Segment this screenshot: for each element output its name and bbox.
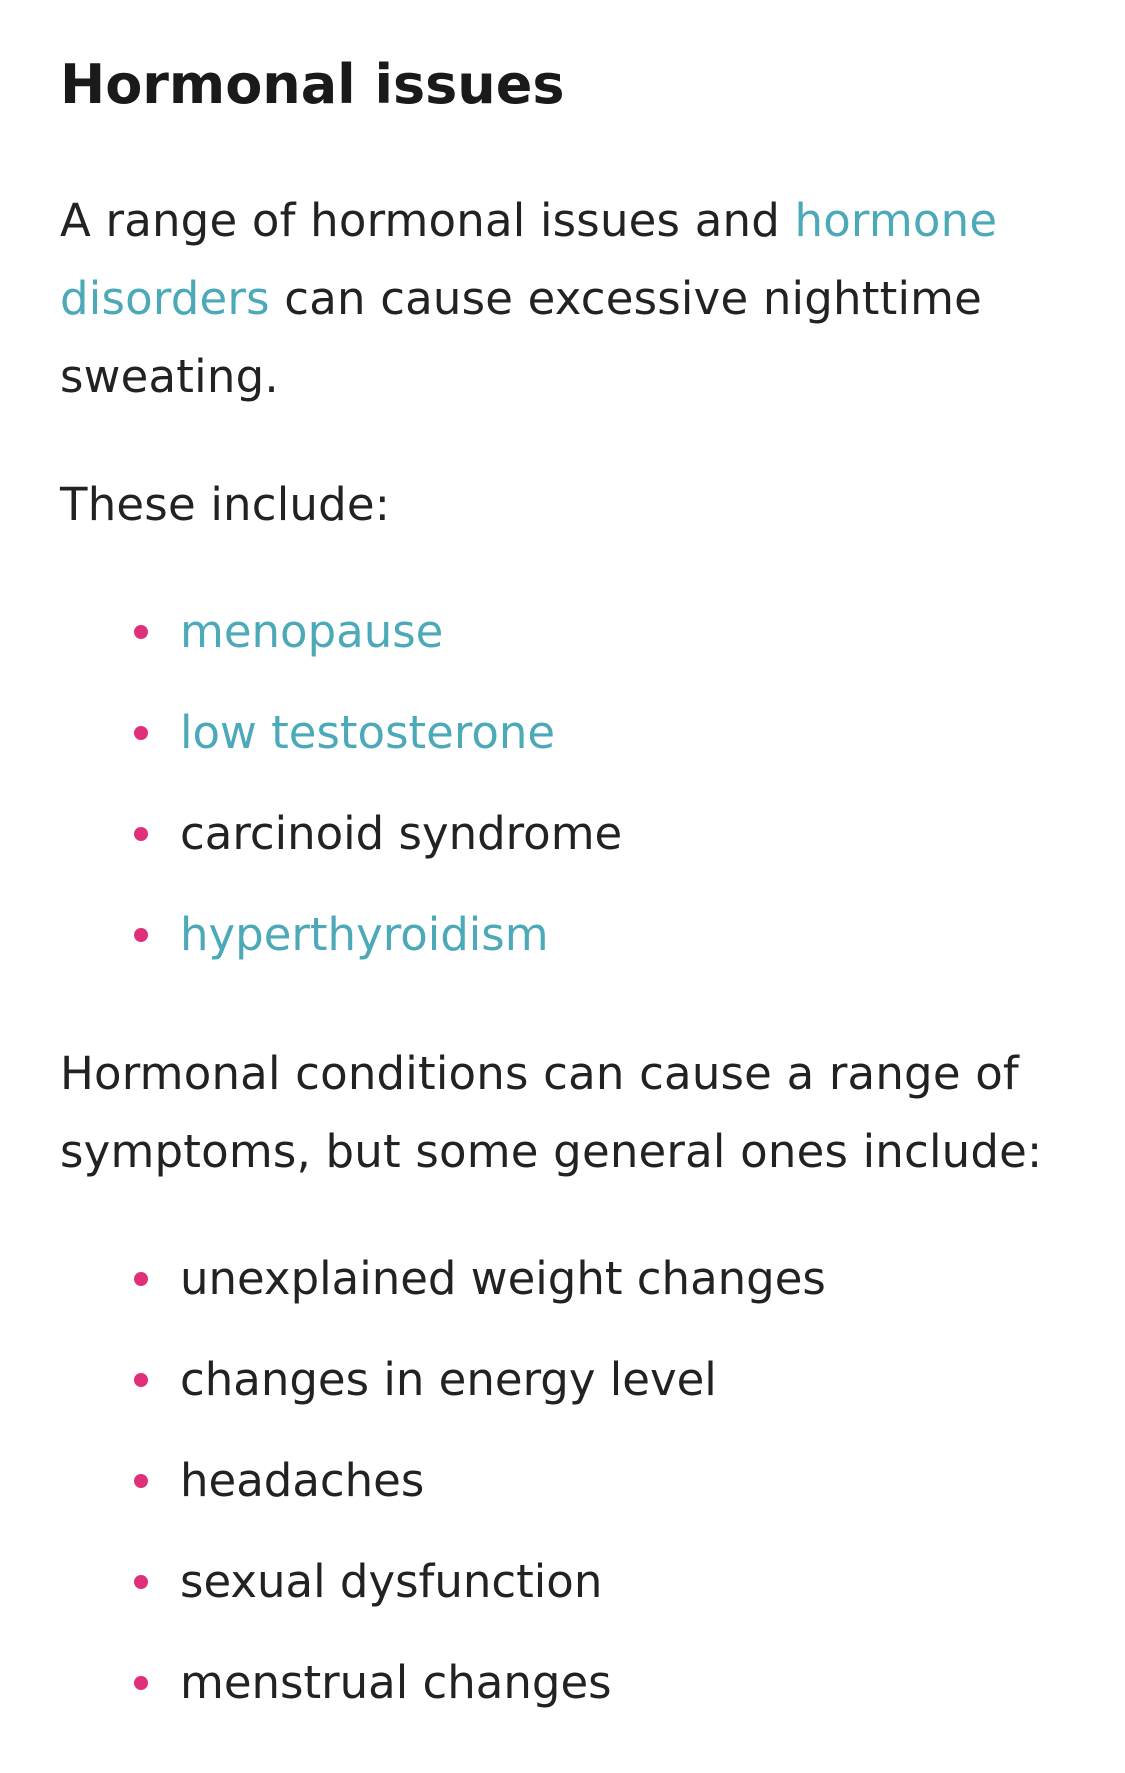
- intro-text-before: A range of hormonal issues and: [60, 194, 795, 247]
- symptom-text: sexual dysfunction: [180, 1555, 603, 1608]
- carcinoid-syndrome-text: carcinoid syndrome: [180, 807, 623, 860]
- bullet-dot-icon: [134, 1474, 148, 1488]
- list-item: [180, 1531, 1065, 1632]
- bullet-dot-icon: [134, 1575, 148, 1589]
- menopause-link[interactable]: menopause: [180, 605, 444, 658]
- bullet-dot-icon: [134, 928, 148, 942]
- bullet-dot-icon: [134, 1676, 148, 1690]
- list-item-hyperthyroidism: [180, 884, 1065, 985]
- list-item: [180, 1430, 1065, 1531]
- bullet-dot-icon: [134, 1272, 148, 1286]
- symptom-text: menstrual changes: [180, 1656, 612, 1709]
- list-item-menopause: [180, 581, 1065, 682]
- low-testosterone-link[interactable]: low testosterone: [180, 706, 556, 759]
- list-item-carcinoid-syndrome: [180, 783, 1065, 884]
- symptom-text: unexplained weight changes: [180, 1252, 826, 1305]
- symptom-text: headaches: [180, 1454, 425, 1507]
- bullet-dot-icon: [134, 625, 148, 639]
- bullet-dot-icon: [134, 827, 148, 841]
- symptom-text: changes in energy level: [180, 1353, 717, 1406]
- conditions-list: [60, 581, 1065, 985]
- list-item-low-testosterone: [180, 682, 1065, 783]
- bullet-dot-icon: [134, 726, 148, 740]
- hyperthyroidism-link[interactable]: hyperthyroidism: [180, 908, 549, 961]
- intro-paragraph: [60, 182, 1065, 416]
- section-heading: Hormonal issues: [60, 53, 565, 116]
- list-item: [180, 1329, 1065, 1430]
- include-text: These include:: [60, 478, 391, 531]
- hormone-disorders-link[interactable]: hormone disorders: [60, 194, 998, 325]
- bullet-dot-icon: [134, 1373, 148, 1387]
- list-item: [180, 1228, 1065, 1329]
- intro-text-after: can cause excessive nighttime sweating.: [60, 272, 983, 403]
- symptoms-intro-paragraph: Hormonal conditions can cause a range of symptoms, but some general ones include:: [60, 1047, 1043, 1178]
- list-item: [180, 1632, 1065, 1733]
- symptoms-list: [60, 1228, 1065, 1733]
